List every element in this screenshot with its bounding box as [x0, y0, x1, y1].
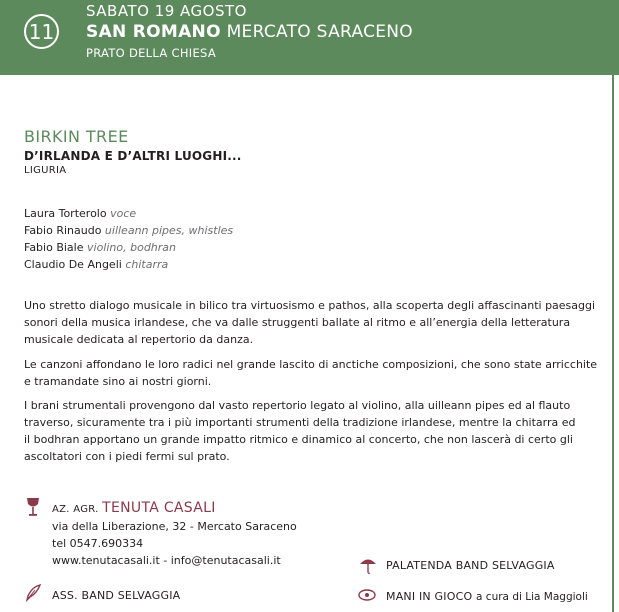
musician-name: Fabio Rinaudo: [24, 224, 102, 237]
games-name: MANI IN GIOCO: [386, 590, 473, 603]
lineup-item: [24, 205, 233, 222]
winery-heading: [52, 500, 297, 518]
tent-icon: [358, 555, 378, 575]
musician-name: Claudio De Angeli: [24, 258, 122, 271]
winery-web-email: www.tenutacasali.it - info@tenutacasali.it: [52, 554, 281, 567]
event-date: SABATO 19 AGOSTO: [86, 2, 247, 20]
description-paragraph-1: [24, 297, 604, 348]
description-paragraph-3: [24, 397, 604, 465]
text-line: e tramandate sino ai nostri giorni.: [24, 375, 212, 388]
lineup-item: [24, 256, 233, 273]
musician-role: voce: [110, 207, 137, 220]
text-line: Le canzoni affondano le loro radici nel grande lascito di anctiche composizioni, che sono state arricchite: [24, 358, 598, 371]
wine-glass-icon: [26, 497, 40, 517]
text-line: musicale dedicata al repertorio da danza.: [24, 333, 254, 346]
lineup-item: [24, 222, 233, 239]
musician-role: chitarra: [125, 258, 169, 271]
event-header: [0, 0, 619, 75]
event-location: [86, 22, 413, 42]
winery-sponsor: [52, 500, 297, 569]
text-line: I brani strumentali provengono dal vasto repertorio legato al violino, alla uilleann pipes ed al flauto: [24, 399, 571, 412]
concert-title: D’IRLANDA E D’ALTRI LUOGHI...: [24, 149, 242, 163]
right-border-rule: [612, 75, 614, 612]
games-credit: a cura di Lia Maggioli: [476, 591, 588, 603]
text-line: il bodhran apportano un grande impatto ritmico e dinamico al concerto, che non lascerà di certo gli: [24, 433, 573, 446]
band-region: LIGURIA: [24, 165, 67, 176]
musician-name: Laura Torterolo: [24, 207, 107, 220]
winery-address: via della Liberazione, 32 - Mercato Saraceno: [52, 520, 297, 533]
association-sponsor: ASS. BAND SELVAGGIA: [52, 589, 181, 602]
winery-phone: tel 0547.690334: [52, 537, 144, 550]
band-name: BIRKIN TREE: [24, 127, 129, 146]
text-line: Uno stretto dialogo musicale in bilico tra virtuosismo e pathos, alla scoperta degli affascinanti paesaggi: [24, 299, 596, 312]
tent-sponsor: PALATENDA BAND SELVAGGIA: [386, 559, 555, 572]
feather-icon: [24, 584, 42, 602]
musician-name: Fabio Biale: [24, 241, 84, 254]
text-line: traverso, sicuramente tra i più importanti strumenti della tradizione irlandese, mentre la chitarra ed: [24, 416, 576, 429]
hands-icon: [357, 587, 377, 603]
lineup-list: [24, 205, 233, 273]
event-number-badge: 11: [24, 14, 59, 49]
text-line: sonori della musica irlandese, che va dalle struggenti ballate al ritmo e all’energia della letteratura: [24, 316, 571, 329]
lineup-item: [24, 239, 233, 256]
event-venue: PRATO DELLA CHIESA: [86, 46, 217, 60]
location-town: SAN ROMANO: [86, 22, 221, 42]
description-paragraph-2: [24, 356, 604, 390]
winery-name: TENUTA CASALI: [102, 500, 216, 516]
games-sponsor: [386, 590, 588, 603]
musician-role: uilleann pipes, whistles: [104, 224, 234, 237]
text-line: ascoltatori con i piedi fermi sul prato.: [24, 450, 230, 463]
location-municipality: MERCATO SARACENO: [226, 22, 413, 42]
winery-prefix: AZ. AGR.: [52, 504, 99, 515]
musician-role: violino, bodhran: [87, 241, 177, 254]
